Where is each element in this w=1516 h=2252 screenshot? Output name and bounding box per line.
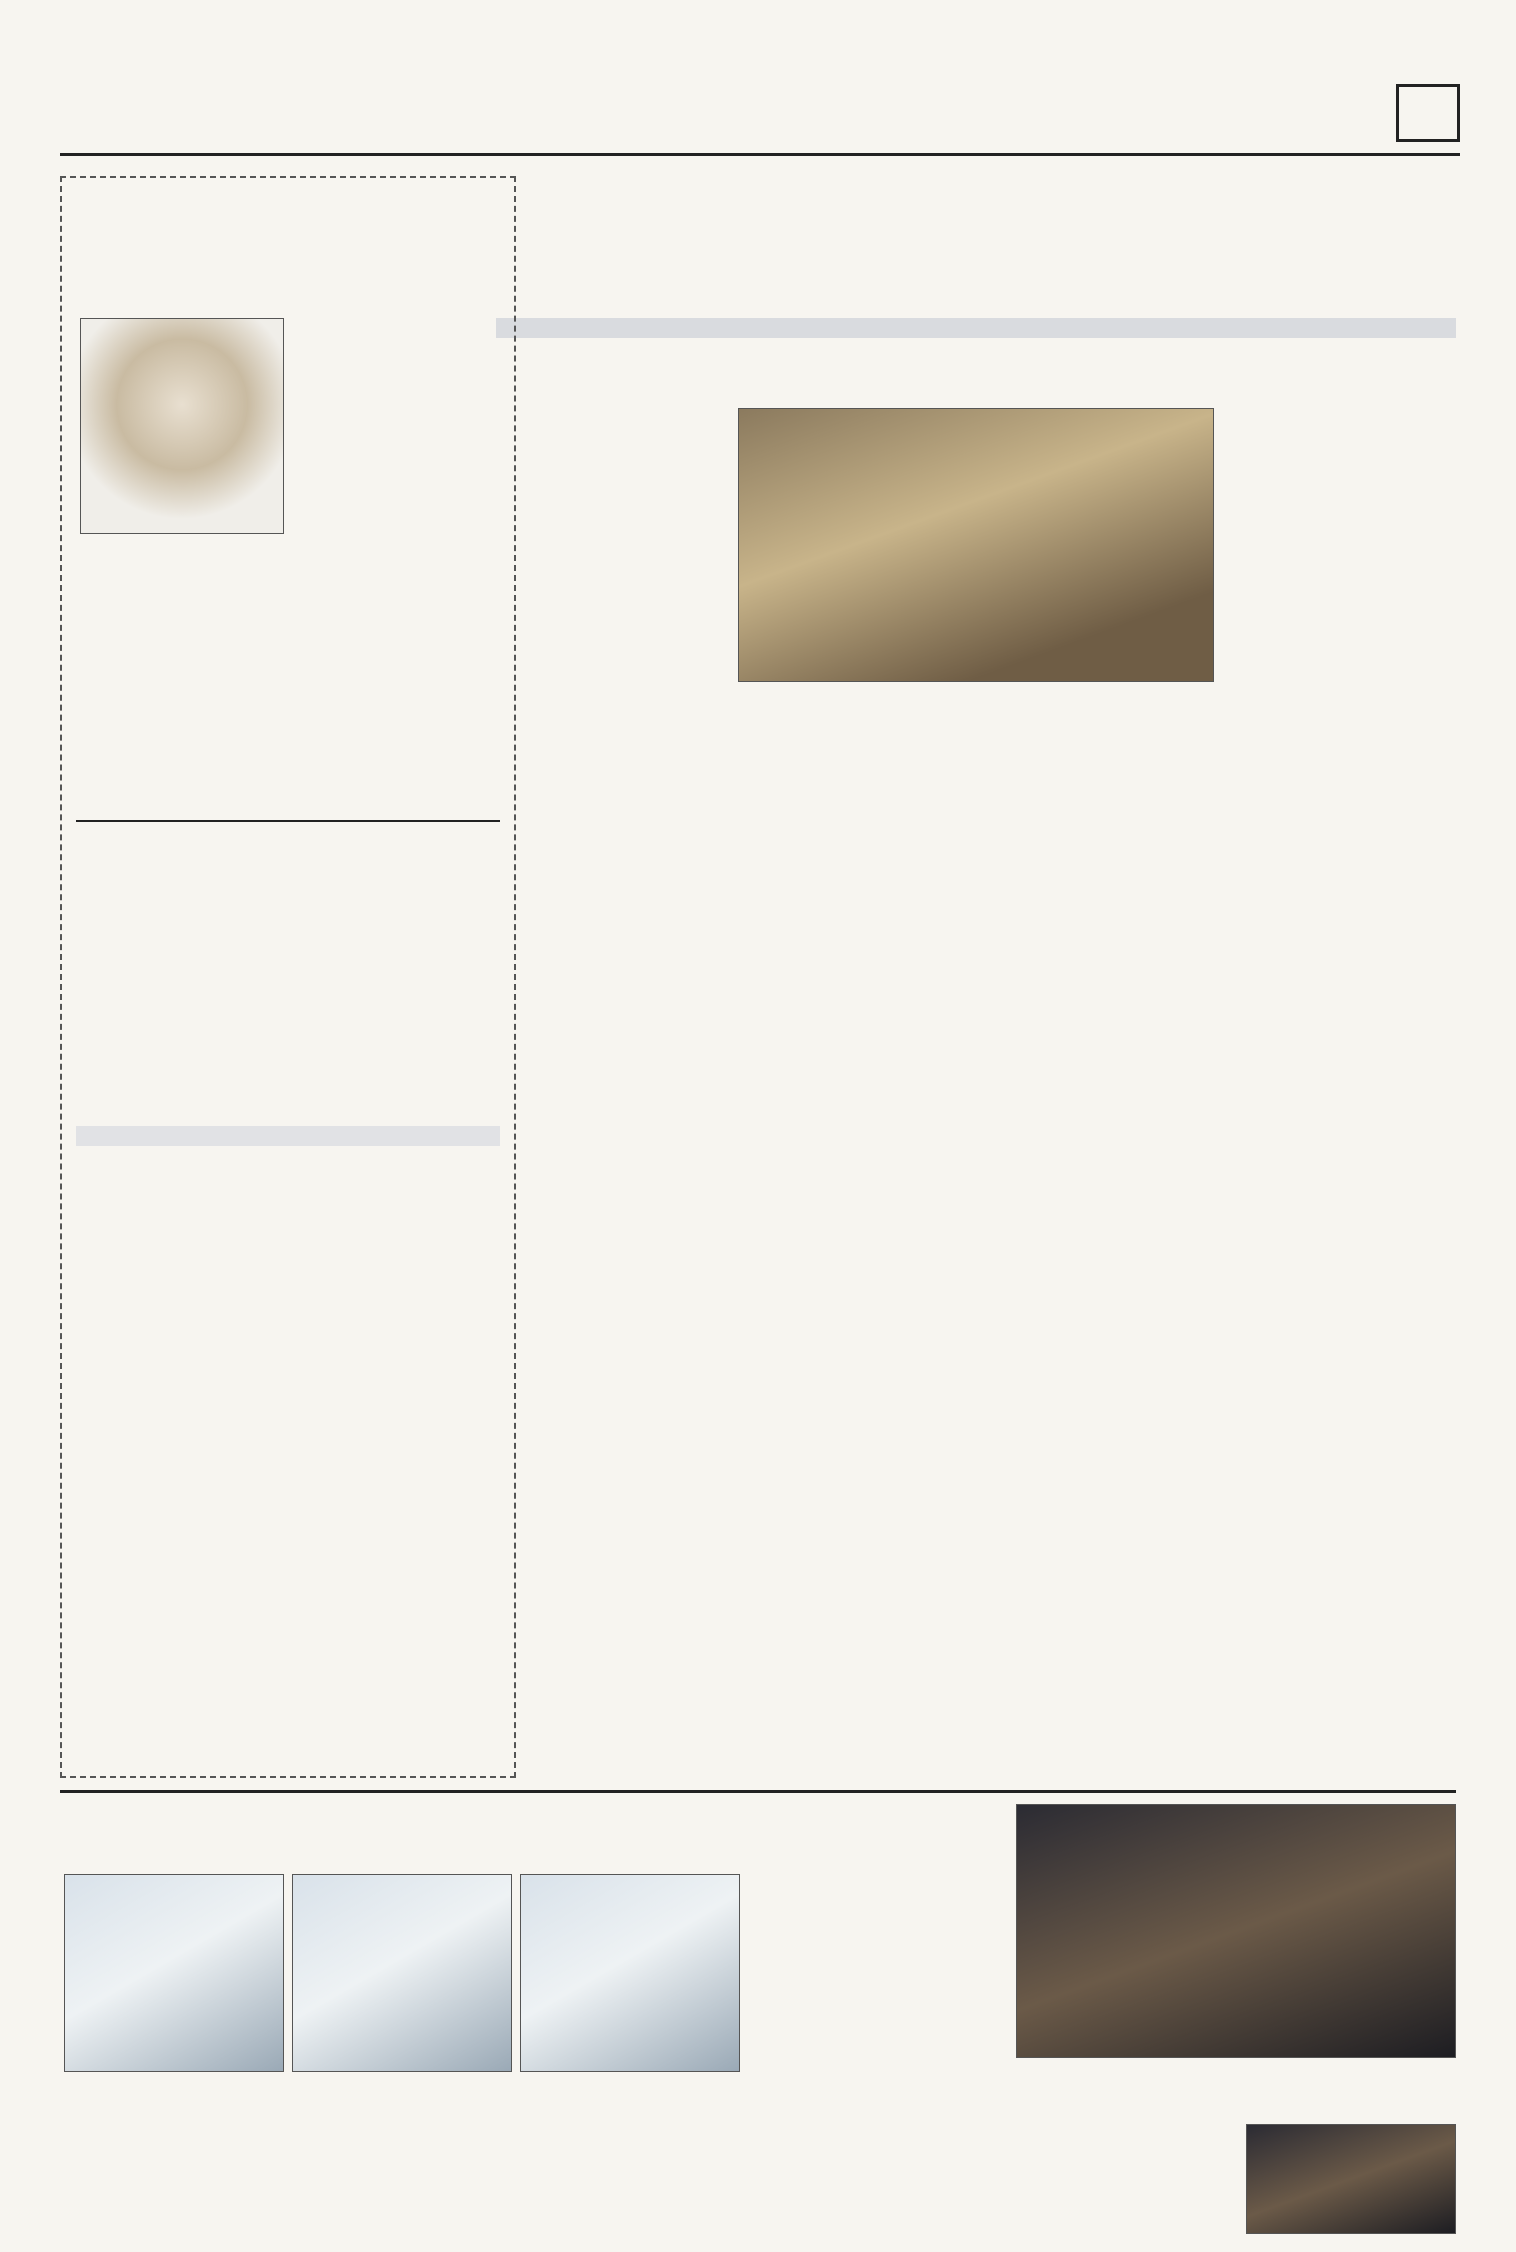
jeddah-text-2 bbox=[752, 2084, 1000, 2248]
eye-check-photo-1 bbox=[64, 1874, 284, 2072]
rabiah-portrait bbox=[80, 318, 284, 534]
divider bbox=[76, 820, 500, 822]
page-number bbox=[1396, 84, 1460, 142]
abha-workshop-photo bbox=[1016, 1804, 1456, 2058]
section-divider bbox=[60, 1790, 1456, 1793]
abha-children-photo bbox=[1246, 2124, 1456, 2234]
jeddah-column-1 bbox=[752, 1876, 1000, 2076]
jeddah-text-4 bbox=[64, 2084, 512, 2248]
shahri-headline bbox=[76, 1126, 500, 1146]
masthead bbox=[60, 84, 1460, 156]
jawazat-text bbox=[76, 900, 500, 1110]
jeddah-text-1 bbox=[752, 1880, 1000, 2010]
abha-caption bbox=[1246, 2234, 1456, 2250]
shahri-text bbox=[76, 1196, 500, 1736]
abha-text bbox=[1016, 2126, 1236, 2226]
eye-check-photo-2 bbox=[292, 1874, 512, 2072]
lead-subheadline bbox=[496, 318, 1456, 338]
lead-text-2 bbox=[982, 700, 1214, 1778]
shahri-column bbox=[76, 1192, 500, 1762]
abha-column bbox=[1016, 2122, 1236, 2248]
lead-column-1 bbox=[1224, 408, 1456, 1778]
lead-text-3 bbox=[738, 700, 970, 1778]
lead-text-1 bbox=[1224, 412, 1456, 1742]
shura-session-photo bbox=[738, 408, 1214, 682]
jawazat-column bbox=[76, 896, 500, 1136]
lead-text-4 bbox=[496, 408, 726, 1778]
eye-check-photo-3 bbox=[520, 1874, 740, 2072]
jeddah-text-3 bbox=[520, 2084, 744, 2248]
